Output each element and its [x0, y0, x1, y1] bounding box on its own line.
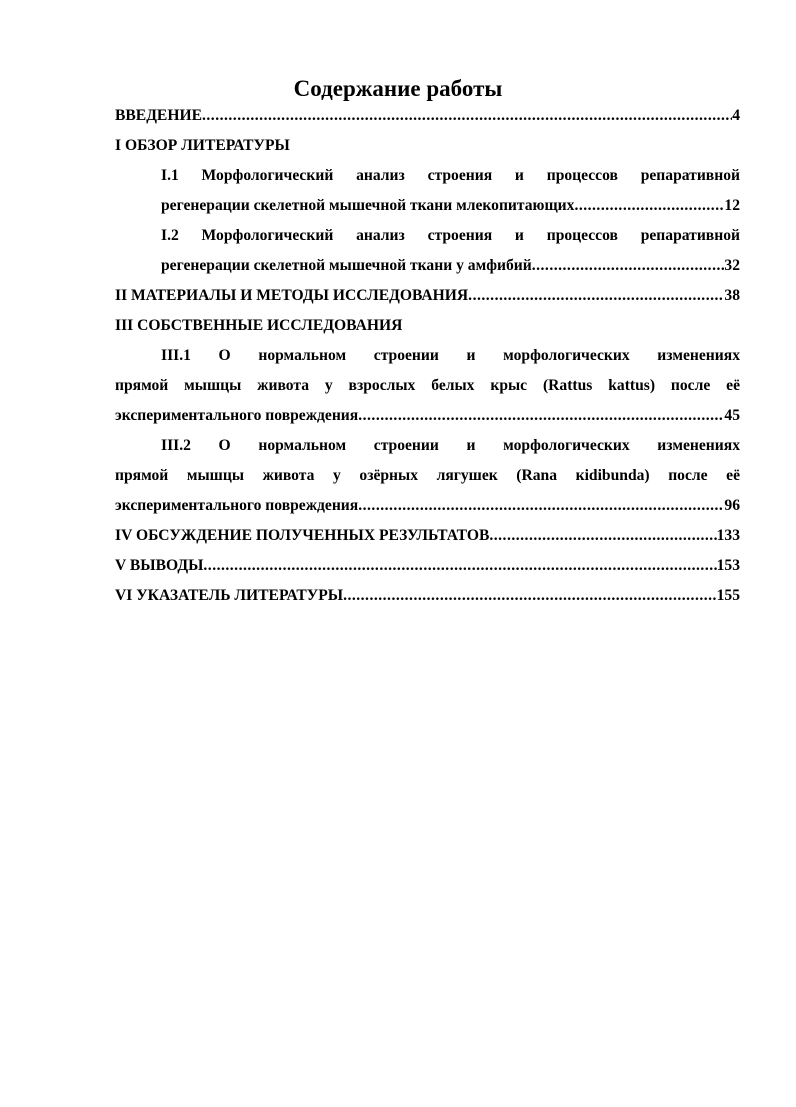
leader-dots: [203, 551, 716, 581]
toc-entry-text: прямой мышцы живота у озёрных лягушек (Rana кidibunda) после её: [115, 467, 740, 484]
toc-entry-text: ВВЕДЕНИЕ: [115, 107, 202, 124]
toc-entry-i2-line1: [115, 221, 740, 251]
toc-entry-conclusions: [115, 551, 740, 581]
leader-dots: [358, 491, 724, 521]
toc-entry-text: VI УКАЗАТЕЛЬ ЛИТЕРАТУРЫ: [115, 587, 344, 604]
toc-page-number: 38: [724, 287, 740, 304]
toc-entry-introduction: [115, 101, 740, 131]
toc-entry-text: регенерации скелетной мышечной ткани у амфибий: [161, 257, 532, 274]
page-title: Содержание работы: [293, 76, 503, 101]
toc-entry-discussion: [115, 521, 740, 551]
toc-entry-text: I ОБЗОР ЛИТЕРАТУРЫ: [115, 137, 290, 154]
leader-dots: [202, 101, 732, 131]
toc-entry-text: I.2 Морфологический анализ строения и процессов репаративной: [161, 227, 740, 244]
toc-entry-text: прямой мышцы живота у взрослых белых крыс (Rattus kattus) после её: [115, 377, 740, 394]
toc-page-number: 96: [724, 497, 740, 514]
leader-dots: [468, 281, 724, 311]
toc-entry-iii1-line2: [115, 371, 740, 401]
toc-entry-own-research: [115, 311, 740, 341]
toc-entry-text: регенерации скелетной мышечной ткани млекопитающих: [161, 197, 575, 214]
leader-dots: [574, 191, 724, 221]
toc-entry-text: III СОБСТВЕННЫЕ ИССЛЕДОВАНИЯ: [115, 317, 403, 334]
toc-page-number: 32: [724, 257, 740, 274]
table-of-contents: [115, 101, 740, 611]
toc-entry-text: I.1 Морфологический анализ строения и процессов репаративной: [161, 167, 740, 184]
toc-page-number: 45: [724, 407, 740, 424]
leader-dots: [358, 401, 724, 431]
toc-entry-iii1-line3: [115, 401, 740, 431]
toc-entry-text: III.1 О нормальном строении и морфологических изменениях: [161, 347, 740, 364]
toc-entry-text: V ВЫВОДЫ: [115, 557, 204, 574]
toc-entry-materials-methods: [115, 281, 740, 311]
leader-dots: [532, 251, 725, 281]
toc-entry-text: экспериментального повреждения: [115, 497, 359, 514]
toc-entry-i2-line2: [115, 251, 740, 281]
toc-page-number: 4: [732, 107, 740, 124]
toc-entry-i1-line1: [115, 161, 740, 191]
toc-page-number: 155: [716, 587, 740, 604]
toc-entry-references: [115, 581, 740, 611]
toc-page-number: 133: [716, 527, 740, 544]
toc-entry-text: экспериментального повреждения: [115, 407, 359, 424]
toc-page-number: 153: [716, 557, 740, 574]
leader-dots: [343, 581, 717, 611]
toc-entry-i1-line2: [115, 191, 740, 221]
toc-entry-iii2-line1: [115, 431, 740, 461]
toc-page-number: 12: [724, 197, 740, 214]
toc-entry-literature-review: [115, 131, 740, 161]
toc-entry-iii2-line3: [115, 491, 740, 521]
toc-entry-iii2-line2: [115, 461, 740, 491]
toc-entry-text: IV ОБСУЖДЕНИЕ ПОЛУЧЕННЫХ РЕЗУЛЬТАТОВ: [115, 527, 490, 544]
toc-entry-iii1-line1: [115, 341, 740, 371]
toc-entry-text: II МАТЕРИАЛЫ И МЕТОДЫ ИССЛЕДОВАНИЯ: [115, 287, 469, 304]
leader-dots: [489, 521, 716, 551]
toc-entry-text: III.2 О нормальном строении и морфологических изменениях: [161, 437, 740, 454]
